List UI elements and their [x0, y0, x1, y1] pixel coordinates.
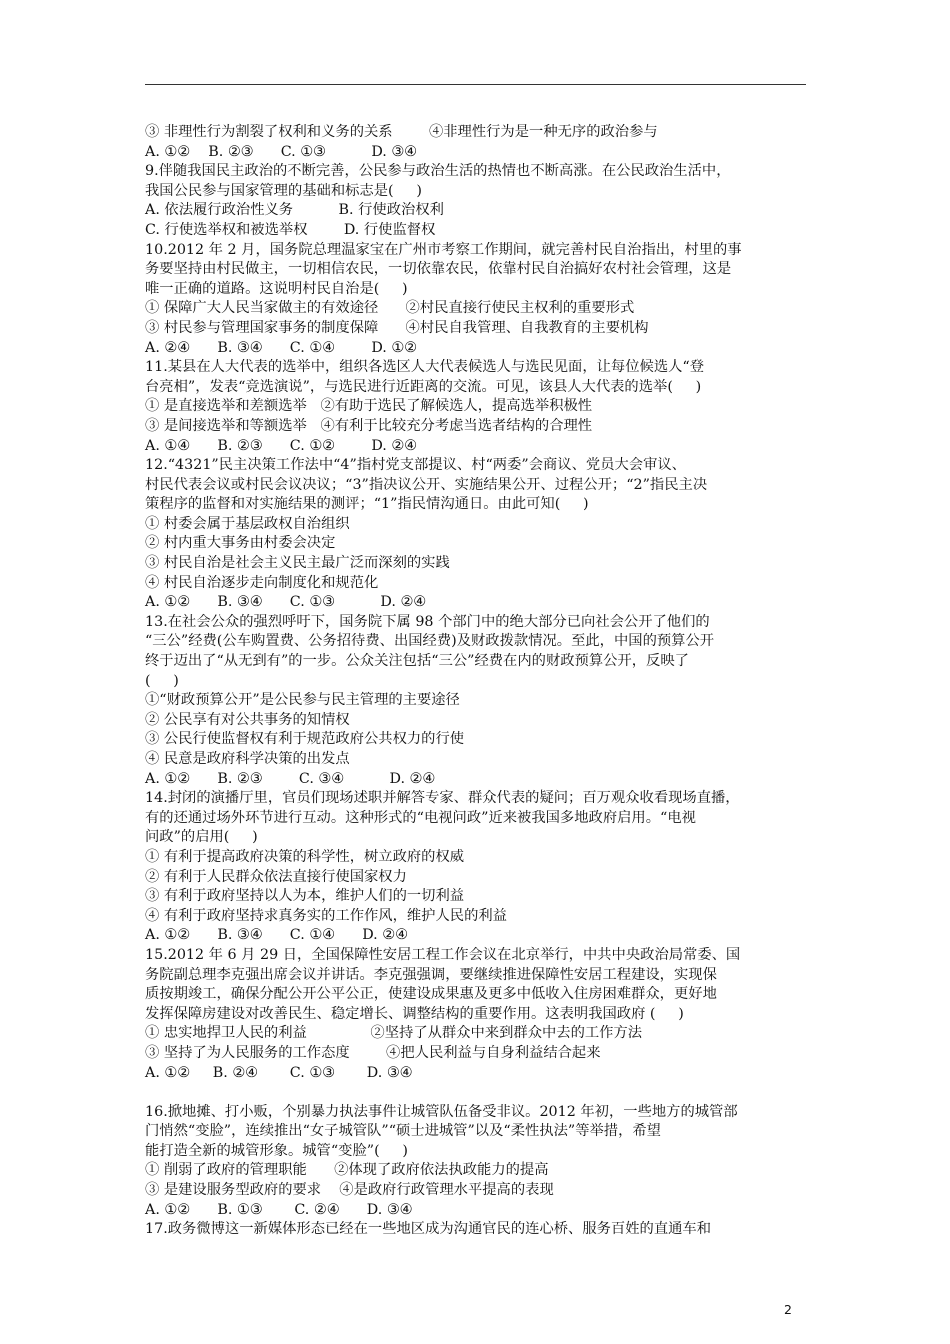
- text-line: 问政”的启用( ): [145, 829, 258, 846]
- text-line: 9.伴随我国民主政治的不断完善，公民参与政治生活的热情也不断高涨。在公民政治生活中，: [145, 163, 731, 180]
- text-line: ② 有利于人民群众依法直接行使国家权力: [145, 868, 407, 885]
- text-line: 15.2012 年 6 月 29 日，全国保障性安居工程工作会议在北京举行，中共中央政治局常委、国: [145, 946, 741, 963]
- text-line: 16.掀地摊、打小贩，个别暴力执法事件让城管队伍备受非议。2012 年初，一些地方的城管部: [145, 1103, 738, 1120]
- text-line: 能打造全新的城管形象。城管“变脸”( ): [145, 1142, 408, 1159]
- text-line: ① 村委会属于基层政权自治组织: [145, 515, 350, 532]
- header-rule: [145, 84, 806, 85]
- text-line: A. ①② B. ②③ C. ①③ D. ③④: [145, 143, 417, 160]
- text-line: A. ①② B. ①③ C. ②④ D. ③④: [145, 1201, 413, 1218]
- text-line: ①“财政预算公开”是公民参与民主管理的主要途径: [145, 692, 460, 709]
- text-line: ( ): [145, 672, 179, 689]
- text-line: ③ 非理性行为割裂了权利和义务的关系 ④非理性行为是一种无序的政治参与: [145, 124, 658, 140]
- text-line: ① 忠实地捍卫人民的利益 ②坚持了从群众中来到群众中去的工作方法: [145, 1025, 643, 1042]
- text-line: ④ 有利于政府坚持求真务实的工作作风，维护人民的利益: [145, 907, 507, 924]
- text-line: A. ①② B. ②④ C. ①③ D. ③④: [145, 1064, 413, 1081]
- text-line: ① 有利于提高政府决策的科学性，树立政府的权威: [145, 848, 465, 865]
- text-line: 11.某县在人大代表的选举中，组织各选区人大代表候选人与选民见面，让每位候选人“登: [145, 359, 705, 376]
- text-line: ③ 村民自治是社会主义民主最广泛而深刻的实践: [145, 555, 450, 572]
- text-line: ③ 公民行使监督权有利于规范政府公共权力的行使: [145, 731, 465, 748]
- text-line: ③ 坚持了为人民服务的工作态度 ④把人民利益与自身利益结合起来: [145, 1044, 601, 1061]
- text-line: 质按期竣工，确保分配公开公平公正，使建设成果惠及更多中低收入住房困难群众，更好地: [145, 986, 717, 1003]
- text-line: ③ 是间接选举和等额选举 ④有利于比较充分考虑当选者结构的合理性: [145, 417, 593, 434]
- text-line: 门悄然“变脸”，连续推出“女子城管队”“硕士进城管”以及“柔性执法”等举措，希望: [145, 1123, 661, 1140]
- text-line: 唯一正确的道路。这说明村民自治是( ): [145, 280, 408, 297]
- text-line: C. 行使选举权和被选举权 D. 行使监督权: [145, 221, 436, 238]
- text-line: ② 村内重大事务由村委会决定: [145, 535, 336, 552]
- text-line: 务要坚持由村民做主，一切相信农民，一切依靠农民，依靠村民自治搞好农村社会管理，这是: [145, 261, 732, 278]
- text-line: 有的还通过场外环节进行互动。这种形式的“电视问政”近来被我国多地政府启用。“电视: [145, 809, 696, 826]
- text-line: ③ 是建设服务型政府的要求 ④是政府行政管理水平提高的表现: [145, 1182, 554, 1199]
- text-line: ③ 村民参与管理国家事务的制度保障 ④村民自我管理、自我教育的主要机构: [145, 319, 649, 336]
- text-line: “三公”经费(公车购置费、公务招待费、出国经费)及财政拨款情况。至此，中国的预算公开: [145, 633, 715, 650]
- text-line: 台亮相”，发表“竞选演说”，与选民进行近距离的交流。可见，该县人大代表的选举( ): [145, 378, 702, 395]
- text-line: A. ①④ B. ②③ C. ①② D. ②④: [145, 437, 417, 454]
- text-line: 终于迈出了“从无到有”的一步。公众关注包括“三公”经费在内的财政预算公开，反映了: [145, 653, 689, 670]
- text-line: ① 是直接选举和差额选举 ②有助于选民了解候选人，提高选举积极性: [145, 398, 593, 415]
- text-line: 14.封闭的演播厅里，官员们现场述职并解答专家、群众代表的疑问；百万观众收看现场直播，: [145, 790, 740, 807]
- text-line: ④ 民意是政府科学决策的出发点: [145, 751, 350, 767]
- text-line: 12.“4321”民主决策工作法中“4”指村党支部提议、村“两委”会商议、党员大会审议、: [145, 457, 686, 474]
- text-line: 策程序的监督和对实施结果的测评；“1”指民情沟通日。由此可知( ): [145, 496, 589, 513]
- text-line: A. 依法履行政治性义务 B. 行使政治权利: [145, 202, 444, 219]
- text-line: ① 削弱了政府的管理职能 ②体现了政府依法执政能力的提高: [145, 1162, 549, 1179]
- page-number: 2: [784, 1302, 792, 1317]
- text-line: 10.2012 年 2 月，国务院总理温家宝在广州市考察工作期间，就完善村民自治指出，村里的事: [145, 241, 742, 258]
- text-line: ③ 有利于政府坚持以人为本，维护人们的一切利益: [145, 888, 465, 905]
- text-line: 我国公民参与国家管理的基础和标志是( ): [145, 182, 422, 199]
- text-line: ② 公民享有对公共事务的知情权: [145, 711, 350, 728]
- text-line: 13.在社会公众的强烈呼吁下，国务院下属 98 个部门中的绝大部分已向社会公开了他们的: [145, 613, 710, 630]
- text-line: 村民代表会议或村民会议决议；“3”指决议公开、实施结果公开、过程公开；“2”指民主决: [145, 476, 708, 493]
- text-line: A. ②④ B. ③④ C. ①④ D. ①②: [145, 339, 417, 356]
- text-line: 务院副总理李克强出席会议并讲话。李克强强调，要继续推进保障性安居工程建设，实现保: [145, 966, 717, 983]
- text-line: A. ①② B. ③④ C. ①④ D. ②④: [145, 927, 408, 944]
- text-line: 发挥保障房建设对改善民生、稳定增长、调整结构的重要作用。这表明我国政府 ( ): [145, 1005, 684, 1022]
- text-line: A. ①② B. ②③ C. ③④ D. ②④: [145, 770, 436, 787]
- blank-line: [145, 1083, 825, 1103]
- text-line: ④ 村民自治逐步走向制度化和规范化: [145, 574, 379, 591]
- document-body: [145, 123, 825, 1240]
- text-line: 17.政务微博这一新媒体形态已经在一些地区成为沟通官民的连心桥、服务百姓的直通车和: [145, 1221, 712, 1238]
- text-line: ① 保障广大人民当家做主的有效途径 ②村民直接行使民主权利的重要形式: [145, 300, 635, 317]
- text-line: A. ①② B. ③④ C. ①③ D. ②④: [145, 594, 427, 611]
